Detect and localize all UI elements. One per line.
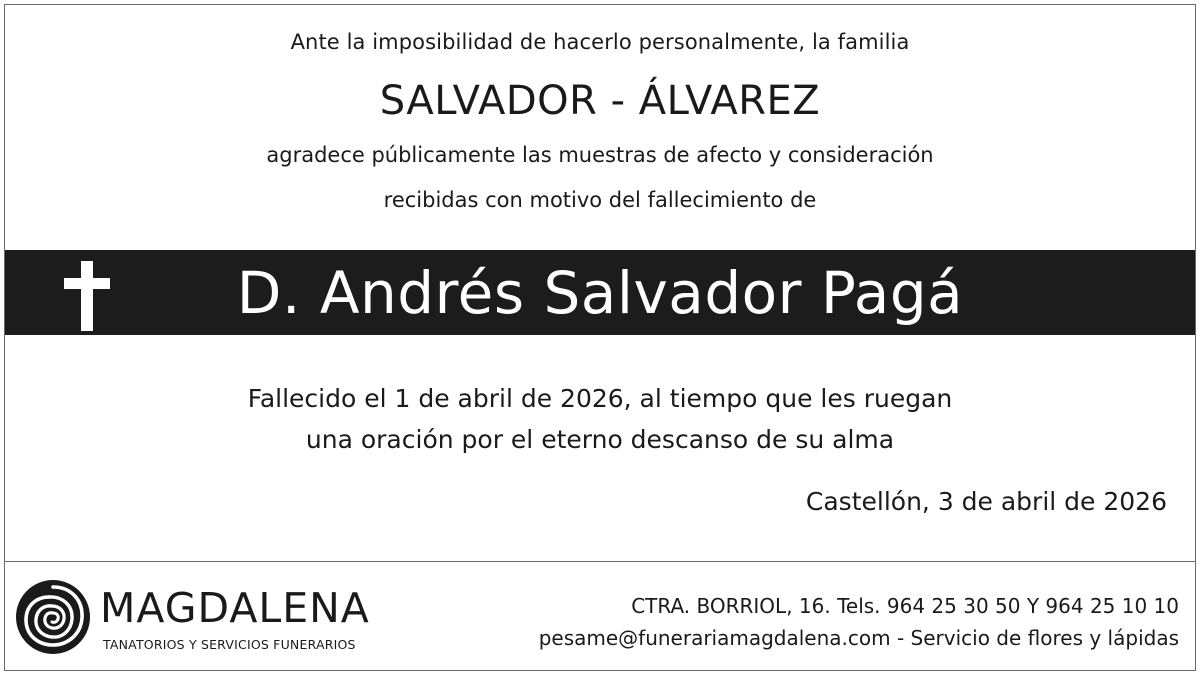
contact-line: pesame@funerariamagdalena.com - Servicio de flores y lápidas — [538, 626, 1179, 650]
thanks-text: agradece públicamente las muestras de afecto y consideración — [266, 143, 934, 167]
brand-tagline: TANATORIOS Y SERVICIOS FUNERARIOS — [103, 637, 356, 652]
death-text-line-1: Fallecido el 1 de abril de 2026, al tiempo que les ruegan — [247, 384, 953, 413]
death-text-line-2: una oración por el eterno descanso de su alma — [305, 425, 895, 454]
brand-name: MAGDALENA — [100, 584, 370, 632]
deceased-name: D. Andrés Salvador Pagá — [236, 259, 964, 327]
rose-spiral-icon — [14, 578, 92, 656]
family-name: SALVADOR - ÁLVAREZ — [379, 78, 821, 124]
address-phones: CTRA. BORRIOL, 16. Tels. 964 25 30 50 Y 964 25 10 10 — [631, 594, 1179, 618]
footer-divider — [5, 561, 1195, 562]
place-date: Castellón, 3 de abril de 2026 — [805, 487, 1167, 516]
received-text: recibidas con motivo del fallecimiento de — [383, 188, 817, 212]
intro-text: Ante la imposibilidad de hacerlo personalmente, la familia — [290, 30, 910, 54]
